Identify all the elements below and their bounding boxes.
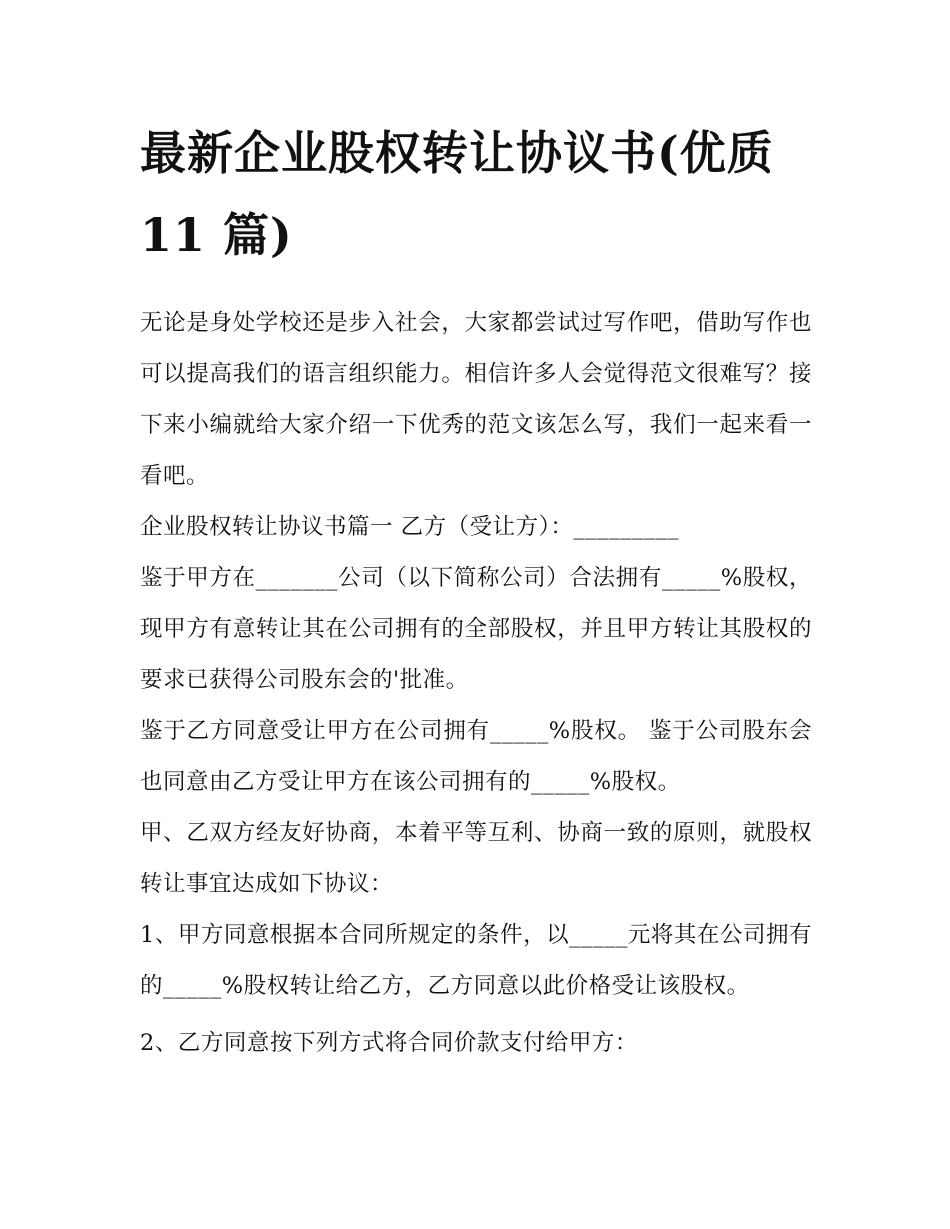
document-title: 最新企业股权转让协议书(优质 11 篇) — [140, 126, 774, 262]
clause-1-paragraph: 1、甲方同意根据本合同所规定的条件，以_____元将其在公司拥有的_____%股权转让给乙方，乙方同意以此价格受让该股权。 — [140, 922, 812, 999]
agreement-preamble-paragraph: 甲、乙双方经友好协商，本着平等互利、协商一致的原则，就股权转让事宜达成如下协议： — [140, 820, 812, 897]
intro-paragraph: 无论是身处学校还是步入社会，大家都尝试过写作吧，借助写作也可以提高我们的语言组织能力。相信许多人会觉得范文很难写？接下来小编就给大家介绍一下优秀的范文该怎么写，我们一起来看一看吧。 — [140, 310, 812, 489]
recital-paragraph-1: 鉴于甲方在_______公司（以下简称公司）合法拥有_____%股权，现甲方有意转让其在公司拥有的全部股权，并且甲方转让其股权的要求已获得公司股东会的'批准。 — [140, 565, 812, 693]
recital-paragraph-2: 鉴于乙方同意受让甲方在公司拥有_____%股权。 鉴于公司股东会也同意由乙方受让甲方在该公司拥有的_____%股权。 — [140, 718, 812, 795]
section-heading-paragraph: 企业股权转让协议书篇一 乙方（受让方）：_________ — [140, 514, 680, 540]
document-page — [140, 112, 812, 1069]
clause-2-paragraph: 2、乙方同意按下列方式将合同价款支付给甲方： — [140, 1030, 638, 1056]
document-body — [140, 298, 812, 1069]
